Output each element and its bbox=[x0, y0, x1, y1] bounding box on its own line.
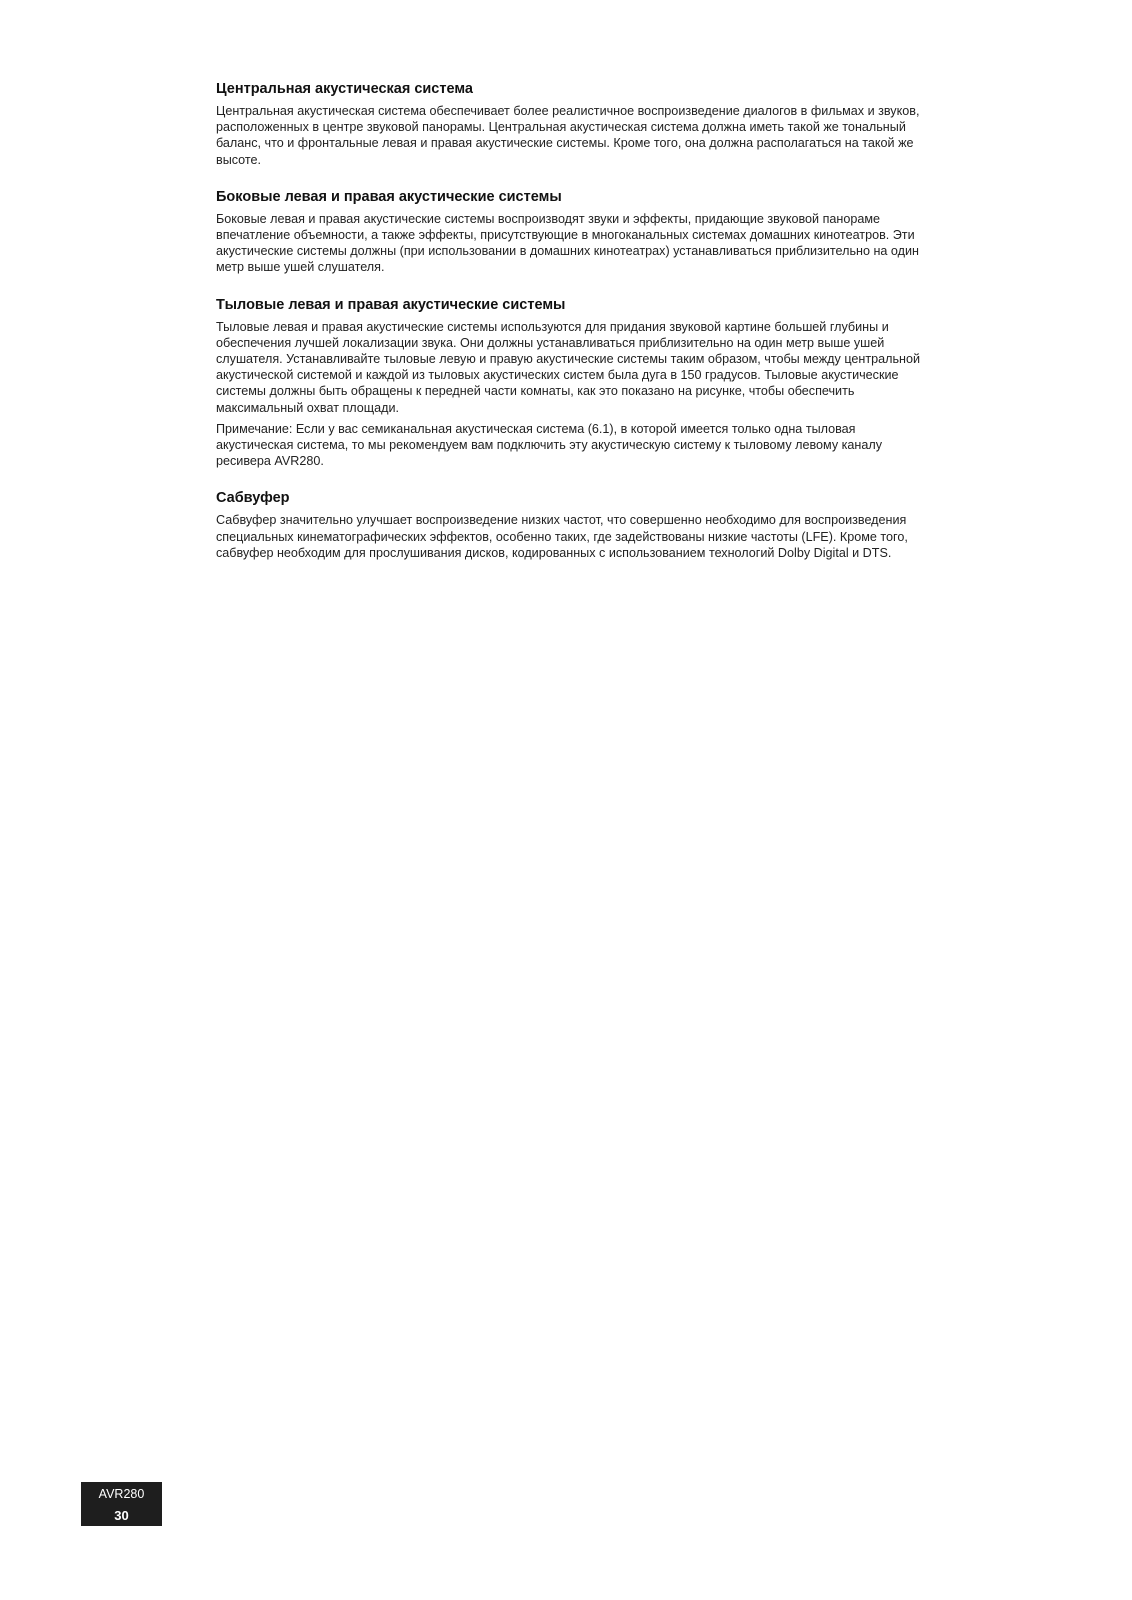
section-paragraph: Тыловые левая и правая акустические системы используются для придания звуковой картине большей глубины и обеспечения лучшей локализации звука. Они должны устанавливаться приблизительно на один метр выше ушей слушателя. Устанавливайте тыловые левую и правую акустические системы таким образом, чтобы между центральной акустической системой и каждой из тыловых акустических систем была дуга в 150 градусов. Тыловые акустические системы должны быть обращены к передней части комнаты, как это показано на рисунке, чтобы обеспечить максимальный охват площади. bbox=[216, 319, 921, 415]
page-number: 30 bbox=[114, 1508, 129, 1523]
section-subwoofer bbox=[216, 489, 926, 561]
section-note: Примечание: Если у вас семиканальная акустическая система (6.1), в которой имеется только одна тыловая акустическая система, то мы рекомендуем вам подключить эту акустическую систему к тыловому левому каналу ресивера AVR280. bbox=[216, 421, 883, 469]
footer-model-name: AVR280 bbox=[98, 1487, 145, 1501]
section-heading: Сабвуфер bbox=[216, 490, 290, 507]
section-heading: Центральная акустическая система bbox=[216, 81, 473, 97]
page-footer-tab bbox=[81, 1482, 162, 1526]
section-rear-speakers bbox=[216, 296, 926, 470]
section-heading: Тыловые левая и правая акустические системы bbox=[216, 296, 566, 313]
section-center-speaker bbox=[216, 80, 926, 168]
section-paragraph: Боковые левая и правая акустические системы воспроизводят звуки и эффекты, придающие звуковой панораме впечатление объемности, а также эффекты, присутствующие в многоканальных системах домашних кинотеатров. Эти акустические системы должны (при использовании в домашних кинотеатрах) устанавливаться приблизительно на один метр выше ушей слушателя. bbox=[216, 211, 919, 275]
section-paragraph: Центральная акустическая система обеспечивает более реалистичное воспроизведение диалогов в фильмах и звуков, расположенных в центре звуковой панорамы. Центральная акустическая система должна иметь такой же тональный баланс, что и фронтальные левая и правая акустические системы. Кроме того, она должна располагаться на такой же высоте. bbox=[216, 104, 920, 167]
document-body bbox=[216, 80, 926, 581]
section-side-speakers bbox=[216, 188, 926, 276]
section-paragraph: Сабвуфер значительно улучшает воспроизведение низких частот, что совершенно необходимо для воспроизведения специальных кинематографических эффектов, особенно таких, где задействованы низкие частоты (LFE). Кроме того, сабвуфер необходим для прослушивания дисков, кодированных с использованием технологий Dolby Digital и DTS. bbox=[216, 513, 908, 560]
section-heading: Боковые левая и правая акустические системы bbox=[216, 188, 562, 205]
